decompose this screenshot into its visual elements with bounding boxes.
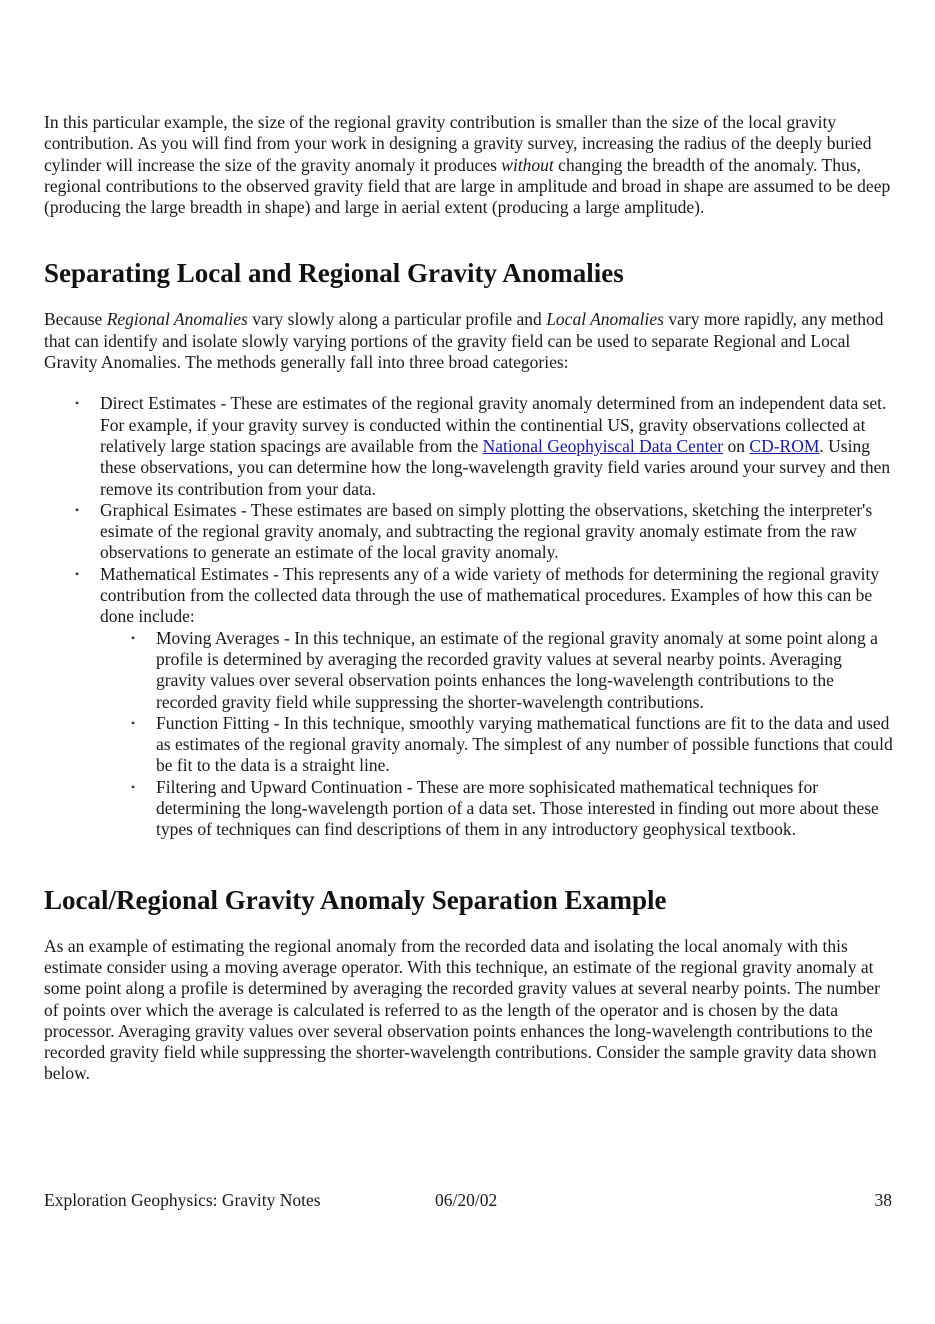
intro-text-1: In this particular example, the size of the regional gravity contribution is smaller than the size of the local gravity contribution. As you will find from your work in designing a gravity survey, increasing the radius of the deeply buried cylinder will increase the size of the gravity anomaly it produces	[44, 112, 872, 175]
direct-estimates-text-3: . Using these observations, you can determine how the long-wavelength gravity field varies around your survey and then remove its contribution from your data.	[100, 435, 891, 499]
page-content	[44, 112, 894, 1085]
list-item-direct-estimates	[100, 393, 894, 499]
link-cd-rom[interactable]: CD-ROM	[749, 435, 820, 456]
footer-page-number: 38	[874, 1190, 892, 1210]
method-list	[44, 393, 894, 840]
mathematical-estimates-text: Mathematical Estimates - This represents any of a wide variety of methods for determining the regional gravity contribution from the collected data through the use of mathematical procedures. Examples of how this can be done include:	[100, 563, 880, 627]
intro-text-2: changing the breadth of the anomaly. Thus, regional contributions to the observed gravity field that are large in amplitude and broad in shape are assumed to be deep (producing the large breadth in shape) and large in aerial extent (producing a large amplitude).	[44, 154, 891, 218]
intro-emphasis: without	[501, 154, 554, 175]
list-item-graphical-estimates: • Graphical Esimates - These estimates are based on simply plotting the observations, sketching the interpreter's esimate of the regional gravity anomaly, and subtracting the regional gravity anomaly estimate from the raw observations to generate an estimate of the local gravity anomaly.	[100, 500, 894, 564]
separating-text-3: vary more rapidly, any method that can identify and isolate slowly varying portions of the gravity field can be used to separate Regional and Local Gravity Anomalies. The methods generally fall into three broad categories:	[44, 309, 884, 373]
emphasis-local-anomalies: Local Anomalies	[546, 309, 664, 330]
intro-paragraph	[44, 112, 894, 218]
emphasis-regional-anomalies: Regional Anomalies	[106, 309, 248, 330]
direct-estimates-text-1: Direct Estimates - These are estimates of the regional gravity anomaly determined from an independent data set. For example, if your gravity survey is conducted within the continential US, gravity observations collected at relatively large station spacings are available from the	[100, 393, 887, 456]
link-national-geophysical-data-center[interactable]: National Geophyiscal Data Center	[482, 435, 724, 456]
section-heading-separating: Separating Local and Regional Gravity Anomalies	[44, 258, 624, 289]
separating-text-2: vary slowly along a particular profile and	[247, 309, 547, 330]
sublist-item-moving-averages: • Moving Averages - In this technique, an estimate of the regional gravity anomaly at some point along a profile is determined by averaging the recorded gravity values at several nearby points. Averaging gravity values over several observation points enhances the long-wavelength contributions to the recorded gravity field while suppressing the shorter-wavelength contributions.	[156, 628, 894, 713]
direct-estimates-text-2: on	[723, 435, 750, 456]
section-heading-example: Local/Regional Gravity Anomaly Separation Example	[44, 884, 667, 915]
sublist-item-filtering: • Filtering and Upward Continuation - These are more sophisicated mathematical techniques for determining the long-wavelength portion of a data set. Those interested in finding out more about these types of techniques can find descriptions of them in any introductory geophysical textbook.	[156, 777, 894, 841]
page-footer	[44, 1189, 892, 1211]
separating-text-1: Because	[44, 309, 107, 330]
footer-title: Exploration Geophysics: Gravity Notes	[44, 1190, 321, 1210]
example-paragraph: As an example of estimating the regional anomaly from the recorded data and isolating the local anomaly with this estimate consider using a moving average operator. With this technique, an estimate of the regional gravity anomaly at some point along a profile is determined by averaging the recorded gravity values at several nearby points. The number of points over which the average is calculated is referred to as the length of the operator and is chosen by the data processor. Averaging gravity values over several observation points enhances the long-wavelength contributions to the recorded gravity field while suppressing the shorter-wavelength contributions. Consider the sample gravity data shown below.	[44, 935, 881, 1084]
list-item-mathematical-estimates	[100, 564, 894, 841]
sublist-item-function-fitting: • Function Fitting - In this technique, smoothly varying mathematical functions are fit to the data and used as estimates of the regional gravity anomaly. The simplest of any number of possible functions that could be fit to the data is a straight line.	[156, 713, 894, 777]
footer-date: 06/20/02	[435, 1190, 498, 1210]
separating-paragraph	[44, 309, 894, 373]
mathematical-methods-sublist	[100, 628, 894, 841]
